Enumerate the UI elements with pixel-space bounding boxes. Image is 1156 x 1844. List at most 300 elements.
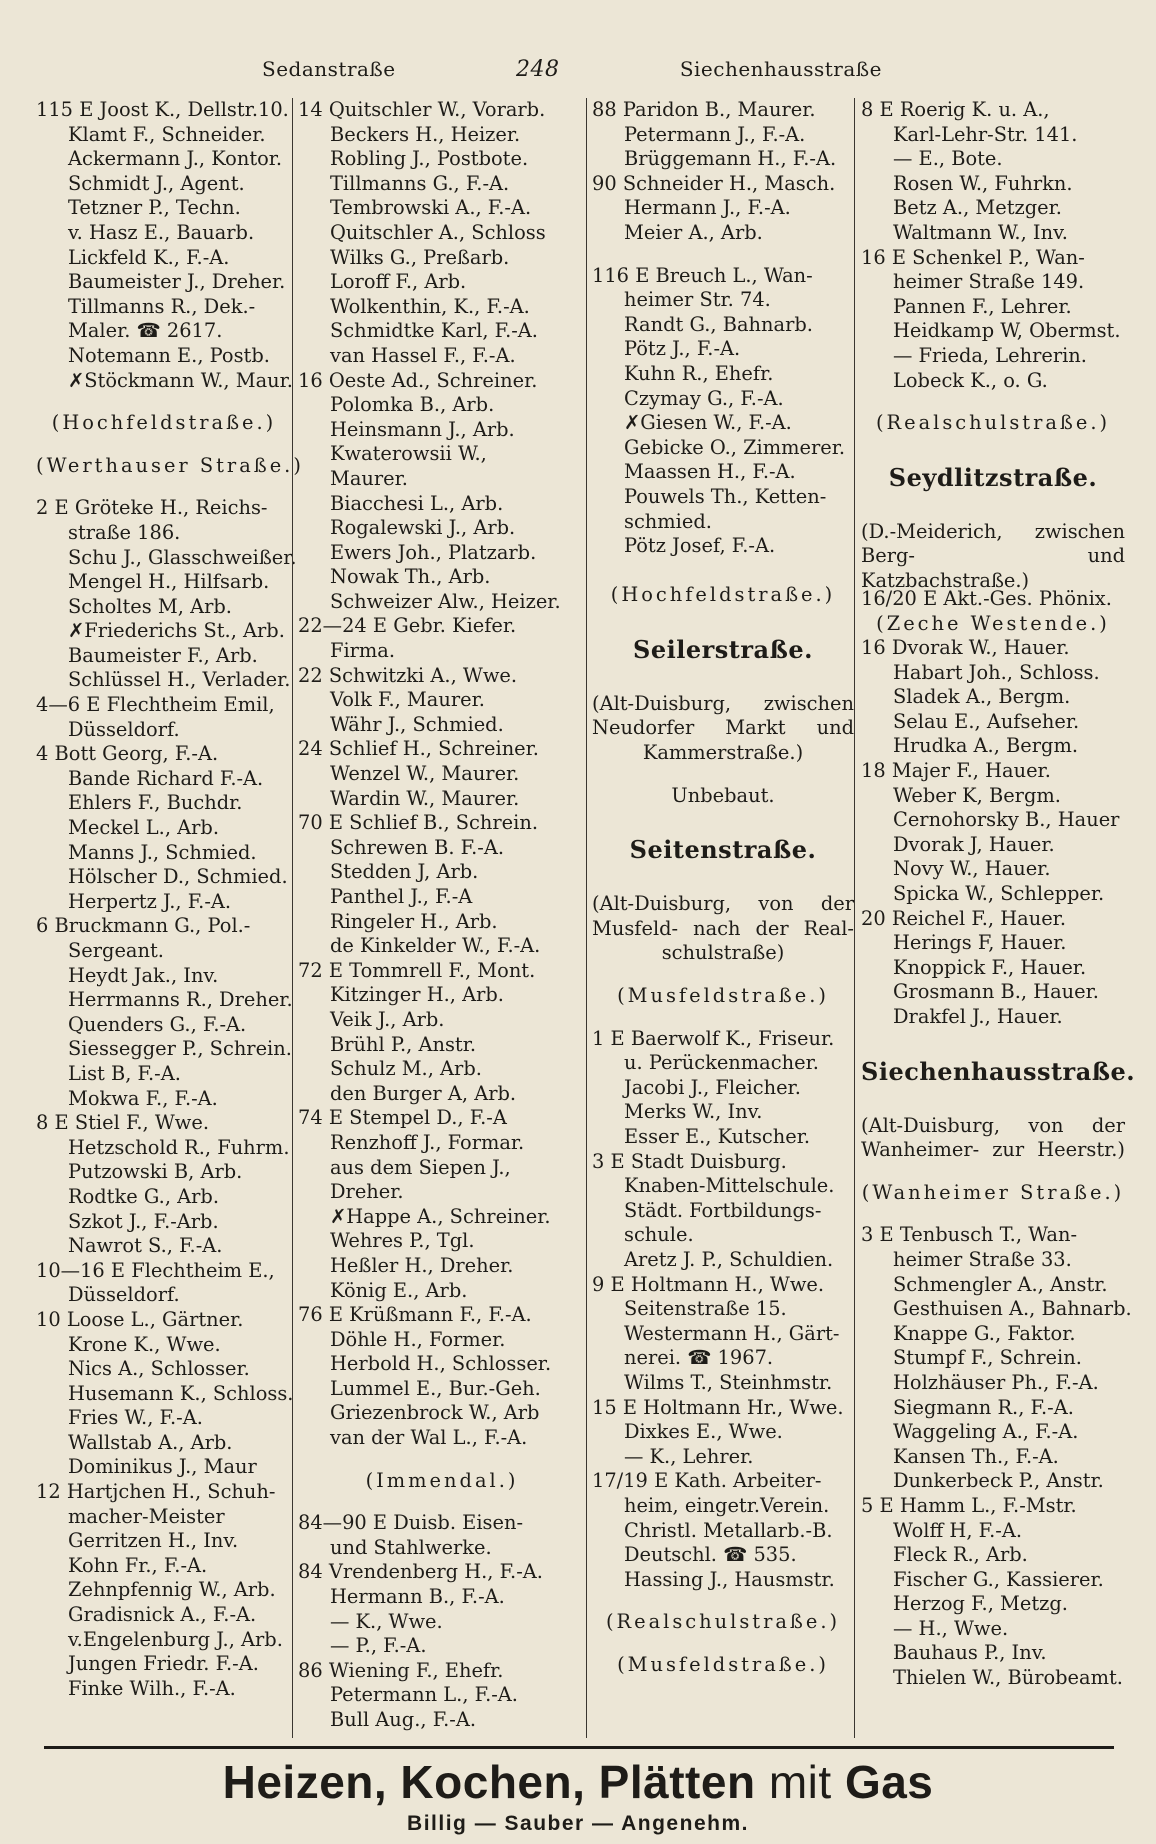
footer-rule [44, 1746, 1114, 1749]
directory-entry: Jacobi J., Fleicher. [624, 1075, 801, 1099]
directory-entry: Loroff F., Arb. [330, 270, 467, 294]
directory-entry: Selau E., Aufseher. [893, 709, 1080, 733]
directory-entry: Gesthuisen A., Bahnarb. [893, 1297, 1132, 1321]
directory-entry: Heinsmann J., Arb. [330, 417, 515, 441]
directory-entry: Jungen Friedr. F.-A. [68, 1652, 259, 1676]
directory-entry: Holzhäuser Ph., F.-A. [893, 1370, 1099, 1394]
house-number: 8 [861, 98, 874, 121]
directory-entry: Pannen F., Lehrer. [893, 294, 1072, 318]
directory-entry: Rosen W., Fuhrkn. [893, 171, 1073, 195]
resident-text: E Duisb. Eisen- [372, 1511, 523, 1535]
street-description: (Alt-Duisburg, zwischen [592, 691, 854, 715]
directory-entry: Düsseldorf. [68, 717, 180, 741]
directory-entry: Nowak Th., Arb. [330, 565, 491, 589]
street-description: Wanheimer- zur Heerstr.) [861, 1138, 1125, 1162]
directory-entry: Fischer G., Kassierer. [893, 1567, 1104, 1591]
directory-entry: Rogalewski J., Arb. [330, 516, 516, 540]
directory-entry: List B, F.-A. [68, 1061, 181, 1085]
directory-entry: Mengel H., Hilfsarb. [68, 570, 270, 594]
resident-text: E Stempel D., F.-A [328, 1106, 507, 1130]
directory-entry [36, 1308, 292, 1333]
directory-entry: Quenders G., F.-A. [68, 1012, 247, 1036]
directory-entry: Lummel E., Bur.-Geh. [330, 1376, 541, 1400]
directory-entry: Westermann H., Gärt- [624, 1321, 840, 1345]
street-description: (Alt-Duisburg, von der [592, 892, 854, 916]
directory-entry: Merks W., Inv. [624, 1100, 763, 1124]
directory-entry: — K., Lehrer. [624, 1444, 754, 1468]
directory-entry [592, 98, 854, 123]
directory-entry: Wilks G., Preßarb. [330, 245, 510, 269]
directory-entry [36, 98, 292, 123]
house-number: 8 [36, 1111, 49, 1135]
house-number: 24 [298, 737, 323, 761]
directory-entry: Sladek A., Bergm. [893, 685, 1071, 709]
directory-entry: Polomka B., Arb. [330, 393, 495, 417]
directory-entry: Heidkamp W, Obermst. [893, 319, 1121, 343]
cross-reference: (Immendal.) [365, 1468, 519, 1492]
spacer [861, 436, 1125, 454]
advert-part1: Heizen, Kochen, Plätten [222, 1756, 756, 1808]
directory-entry: Brüggemann H., F.-A. [624, 147, 837, 171]
directory-entry [298, 614, 586, 639]
directory-entry: schule. [624, 1223, 694, 1247]
spacer [592, 246, 854, 264]
directory-entry: Baumeister F., Arb. [68, 643, 258, 667]
directory-entry: — E., Bote. [893, 147, 1003, 171]
street-heading: Siechenhausstraße. [861, 1056, 1136, 1086]
street-description: schulstraße) [661, 941, 785, 965]
column-4 [854, 98, 1136, 1738]
cross-reference: (Hochfeldstraße.) [51, 411, 277, 435]
resident-text: E Stiel F., Wwe. [54, 1111, 210, 1135]
directory-entry: v. Hasz E., Bauarb. [68, 220, 255, 244]
directory-entry: Knoppick F., Hauer. [893, 955, 1087, 979]
resident-text: E Holtmann H., Wwe. [610, 1272, 825, 1296]
directory-entry: Ackermann J., Kontor. [68, 147, 283, 171]
spacer [592, 808, 854, 826]
directory-entry: Siegmann R., F.-A. [893, 1395, 1074, 1419]
spacer [861, 393, 1125, 411]
directory-entry: Dvorak J, Hauer. [893, 832, 1055, 856]
directory-entry: schmied. [624, 509, 712, 533]
spacer [861, 1030, 1125, 1048]
resident-text: E Kath. Arbeiter- [654, 1469, 822, 1493]
directory-entry: Gebicke O., Zimmerer. [624, 435, 846, 459]
page-header [262, 52, 882, 86]
directory-entry: Spicka W., Schlepper. [893, 882, 1105, 906]
column-2 [292, 98, 586, 1738]
directory-entry: Ewers Joh., Platzarb. [330, 540, 537, 564]
spacer [36, 436, 292, 454]
resident-text: Oeste Ad., Schreiner. [328, 368, 538, 392]
resident-text: Wiening F., Ehefr. [328, 1658, 504, 1682]
spacer [298, 1493, 586, 1511]
directory-entry: — H., Wwe. [893, 1616, 1009, 1640]
directory-entry [592, 559, 854, 584]
directory-entry [298, 664, 586, 689]
house-number: 16/20 [861, 586, 917, 610]
street-description: (D.-Meiderich, zwischen [861, 519, 1125, 543]
directory-entry: Waggeling A., F.-A. [893, 1420, 1079, 1444]
house-number: 2 [36, 496, 49, 520]
resident-text: Vrendenberg H., F.-A. [328, 1560, 543, 1584]
spacer [36, 393, 292, 411]
directory-entry: Hermann B., F.-A. [330, 1585, 505, 1609]
directory-entry: Währ J., Schmied. [330, 712, 504, 736]
resident-text: E Breuch L., Wan- [635, 263, 813, 287]
resident-text: E Stadt Duisburg. [610, 1149, 787, 1173]
column-1 [36, 98, 304, 1738]
spacer [298, 1451, 586, 1469]
street-description: (Alt-Duisburg, von der [861, 1113, 1125, 1137]
directory-entry: Wenzel W., Maurer. [330, 762, 520, 786]
cross-reference: (Zeche Westende.) [876, 611, 1110, 635]
directory-entry: Siessegger P., Schrein. [68, 1037, 292, 1061]
spacer [592, 608, 854, 626]
house-number: 4 [36, 742, 49, 766]
house-number: 116 [592, 263, 630, 287]
directory-entry: Maassen H., F.-A. [624, 460, 796, 484]
directory-entry: ✗Stöckmann W., Maur. [68, 368, 293, 392]
directory-entry [298, 1106, 586, 1131]
directory-entry: Pötz J., F.-A. [624, 337, 741, 361]
spacer [861, 502, 1125, 520]
directory-entry: Döhle H., Former. [330, 1327, 506, 1351]
resident-text: E Krüßmann F., F.-A. [328, 1303, 532, 1327]
directory-entry [298, 1511, 586, 1536]
house-number: 6 [36, 914, 49, 938]
directory-entry: Fleck R., Arb. [893, 1543, 1028, 1567]
resident-text: E Holtmann Hr., Wwe. [622, 1395, 844, 1419]
advert-headline [0, 1754, 1156, 1810]
resident-text: Loose L., Gärtner. [66, 1307, 244, 1331]
directory-entry: Bauhaus P., Inv. [893, 1641, 1047, 1665]
directory-entry: Schweizer Alw., Heizer. [330, 589, 561, 613]
column-3 [586, 98, 854, 1738]
directory-entry: heimer Straße 33. [893, 1247, 1072, 1271]
directory-entry [298, 1659, 586, 1684]
directory-entry: Meckel L., Arb. [68, 816, 219, 840]
resident-text: E Joost K., Dellstr.10. [79, 98, 289, 121]
resident-text: E Gröteke H., Reichs- [54, 496, 268, 520]
directory-entry [298, 737, 586, 762]
directory-entry: Schlüssel H., Verlader. [68, 668, 291, 692]
cross-reference: (Werthauser Straße.) [36, 453, 304, 477]
directory-entry: Fries W., F.-A. [68, 1406, 203, 1430]
directory-entry [861, 636, 1125, 661]
directory-entry: Bull Aug., F.-A. [330, 1708, 477, 1731]
directory-entry: Kuhn R., Ehefr. [624, 361, 774, 385]
directory-entry [36, 1480, 292, 1505]
directory-entry [298, 1303, 586, 1328]
resident-text: Bott Georg, F.-A. [54, 742, 219, 766]
directory-entry: Volk F., Maurer. [330, 688, 485, 712]
directory-entry [592, 264, 854, 289]
directory-entry: Thielen W., Bürobeamt. [893, 1666, 1123, 1690]
house-number: 70 [298, 811, 323, 835]
directory-entry [298, 811, 586, 836]
directory-entry [592, 1469, 854, 1494]
resident-text: Majer F., Hauer. [891, 759, 1051, 783]
house-number: 16 [861, 245, 886, 269]
directory-entry [36, 1111, 292, 1136]
directory-columns [36, 98, 1136, 1738]
directory-entry: Tetzner P., Techn. [68, 196, 241, 220]
resident-text: Schlief H., Schreiner. [328, 737, 539, 761]
directory-entry: und Stahlwerke. [330, 1535, 492, 1559]
directory-entry [36, 1259, 292, 1284]
directory-entry: Klamt F., Schneider. [68, 122, 266, 146]
house-number: 84—90 [298, 1511, 367, 1535]
directory-entry: Brühl P., Anstr. [330, 1032, 477, 1056]
directory-entry: Kwaterowsii W., [330, 442, 487, 466]
house-number: 76 [298, 1303, 323, 1327]
cross-reference: (Wanheimer Straße.) [861, 1180, 1125, 1204]
directory-entry: Meier A., Arb. [624, 220, 763, 244]
directory-entry: Wallstab A., Arb. [68, 1430, 233, 1454]
house-number: 20 [861, 906, 886, 930]
directory-entry: Firma. [330, 639, 396, 663]
directory-entry: Herbold H., Schlosser. [330, 1352, 552, 1376]
directory-entry: Maler. ☎ 2617. [68, 319, 223, 343]
spacer [592, 766, 854, 784]
directory-entry: Knappe G., Faktor. [893, 1321, 1076, 1345]
spacer [592, 1009, 854, 1027]
directory-entry: Pötz Josef, F.-A. [624, 534, 776, 558]
spacer [861, 1096, 1125, 1114]
directory-entry: Hrudka A., Bergm. [893, 734, 1079, 758]
house-number: 115 [36, 98, 74, 121]
resident-text: E Tenbusch T., Wan- [879, 1223, 1078, 1247]
directory-entry [298, 98, 586, 123]
directory-entry: Wehres P., Tgl. [330, 1229, 475, 1253]
gas-advertisement [0, 1754, 1156, 1838]
directory-entry: Heßler H., Dreher. [330, 1253, 514, 1277]
house-number: 18 [861, 759, 886, 783]
directory-entry: Notemann E., Postb. [68, 343, 270, 367]
directory-entry: — P., F.-A. [330, 1634, 427, 1658]
header-left-street: Sedanstraße [262, 57, 396, 81]
directory-entry: Dunkerbeck P., Anstr. [893, 1469, 1104, 1493]
directory-entry: König E., Arb. [330, 1278, 468, 1302]
directory-entry: Heydt Jak., Inv. [68, 963, 219, 987]
directory-entry: Veik J., Arb. [330, 1007, 445, 1031]
street-heading: Seitenstraße. [629, 835, 817, 865]
directory-entry: Hetzschold R., Fuhrm. [68, 1135, 290, 1159]
directory-entry [592, 1396, 854, 1421]
street-description: Berg- und Katzbachstraße.) [861, 544, 1125, 592]
directory-entry: Husemann K., Schloss. [68, 1381, 294, 1405]
directory-entry: Finke Wilh., F.-A. [68, 1676, 236, 1700]
directory-entry: Grosmann B., Hauer. [893, 980, 1099, 1004]
directory-entry: straße 186. [68, 520, 181, 544]
directory-entry: Krone K., Wwe. [68, 1332, 221, 1356]
spacer [861, 1163, 1125, 1181]
house-number: 74 [298, 1106, 323, 1130]
directory-entry: Wilms T., Steinhmstr. [624, 1370, 833, 1394]
spacer [36, 478, 292, 496]
directory-entry: Christl. Metallarb.-B. [624, 1518, 833, 1542]
directory-entry: Maurer. [330, 466, 408, 490]
directory-entry: Novy W., Hauer. [893, 857, 1051, 881]
resident-text: E Akt.-Ges. Phönix. [923, 586, 1112, 610]
house-number: 3 [861, 1223, 874, 1247]
house-number: 10 [36, 1307, 61, 1331]
spacer [592, 1592, 854, 1610]
resident-text: Schneider H., Masch. [622, 171, 836, 195]
directory-entry: u. Perückenmacher. [624, 1051, 819, 1075]
advert-gas: Gas [844, 1756, 934, 1808]
header-right-street: Siechenhausstraße [679, 57, 882, 81]
directory-entry: Scholtes M, Arb. [68, 594, 232, 618]
directory-entry [861, 1223, 1125, 1248]
directory-entry: Renzhoff J., Formar. [330, 1130, 525, 1154]
directory-entry: Dreher. [330, 1180, 404, 1204]
directory-entry: Karl-Lehr-Str. 141. [893, 122, 1078, 146]
cross-reference: (Realschulstraße.) [875, 411, 1111, 435]
house-number: 15 [592, 1395, 617, 1419]
resident-text: Quitschler W., Vorarb. [328, 98, 546, 121]
directory-entry: Esser E., Kutscher. [624, 1125, 811, 1148]
directory-entry: Mokwa F., F.-A. [68, 1086, 218, 1110]
house-number: 84 [298, 1560, 323, 1584]
directory-entry [36, 914, 292, 939]
resident-text: Reichel F., Hauer. [891, 906, 1066, 930]
resident-text: Hartjchen H., Schuh- [66, 1480, 276, 1504]
directory-entry: Biacchesi L., Arb. [330, 491, 504, 515]
resident-text: Dvorak W., Hauer. [891, 636, 1070, 660]
directory-entry: Tillmanns G., F.-A. [330, 171, 510, 195]
cross-reference: (Realschulstraße.) [605, 1610, 841, 1634]
directory-entry: Cernohorsky B., Hauer [893, 808, 1120, 832]
directory-entry: Habart Joh., Schloss. [893, 660, 1100, 684]
directory-entry: Panthel J., F.-A [330, 885, 473, 908]
spacer [592, 874, 854, 892]
resident-text: Paridon B., Maurer. [622, 98, 816, 121]
directory-entry: Drakfel J., Hauer. [893, 1005, 1063, 1028]
street-description: Unbebaut. [671, 783, 775, 807]
directory-entry: van Hassel F., F.-A. [330, 343, 516, 367]
directory-entry [861, 907, 1125, 932]
directory-entry: Stedden J, Arb. [330, 860, 479, 884]
cross-reference: (Hochfeldstraße.) [610, 583, 836, 607]
directory-entry: Nawrot S., F.-A. [68, 1234, 223, 1258]
house-number: 14 [298, 98, 323, 121]
street-heading: Seilerstraße. [633, 634, 813, 664]
directory-entry: Zehnpfennig W., Arb. [68, 1578, 276, 1602]
directory-entry [36, 742, 292, 767]
directory-entry: Kitzinger H., Arb. [330, 983, 504, 1007]
directory-entry [592, 1150, 854, 1175]
directory-entry [298, 959, 586, 984]
spacer [861, 1205, 1125, 1223]
directory-entry: v.Engelenburg J., Arb. [68, 1627, 283, 1651]
directory-entry: Betz A., Metzger. [893, 196, 1062, 220]
page-number: 248 [515, 56, 560, 82]
directory-entry: Pouwels Th., Ketten- [624, 484, 827, 508]
directory-entry: Wolkenthin, K., F.-A. [330, 294, 530, 318]
directory-entry: — K., Wwe. [330, 1609, 443, 1633]
directory-entry: Robling J., Postbote. [330, 147, 529, 171]
directory-entry: Quitschler A., Schloss [330, 220, 546, 244]
directory-entry: Putzowski B, Arb. [68, 1160, 243, 1184]
directory-entry: Dominikus J., Maur [68, 1455, 257, 1479]
directory-entry: Gerritzen H., Inv. [68, 1529, 239, 1553]
directory-entry: Schrewen B. F.-A. [330, 835, 504, 859]
directory-entry: Schu J., Glasschweißer. [68, 545, 297, 569]
house-number: 1 [592, 1026, 605, 1050]
directory-entry [298, 369, 586, 394]
directory-entry: Deutschl. ☎ 535. [624, 1543, 797, 1567]
directory-entry: Bande Richard F.-A. [68, 766, 264, 790]
directory-entry: Wardin W., Maurer. [330, 786, 520, 810]
advert-tagline: Billig — Sauber — Angenehm. [407, 1812, 749, 1835]
directory-entry: Petermann J., F.-A. [624, 122, 806, 146]
resident-text: E Baerwolf K., Friseur. [610, 1026, 835, 1050]
directory-entry: Ehlers F., Buchdr. [68, 791, 243, 815]
directory-entry: Seitenstraße 15. [624, 1297, 787, 1321]
directory-entry: ✗Giesen W., F.-A. [624, 411, 792, 435]
directory-entry: heimer Straße 149. [893, 270, 1085, 294]
directory-entry: ✗Friederichs St., Arb. [68, 619, 285, 643]
resident-text: E Flechtheim E., [110, 1258, 275, 1282]
street-heading: Seydlitzstraße. [888, 462, 1098, 492]
house-number: 4—6 [36, 693, 81, 717]
directory-entry: Manns J., Schmied. [68, 840, 257, 864]
directory-entry: Düsseldorf. [68, 1283, 180, 1307]
directory-entry: — Frieda, Lehrerin. [893, 343, 1087, 367]
directory-entry: Czymay G., F.-A. [624, 386, 784, 410]
directory-entry: van der Wal L., F.-A. [330, 1426, 528, 1450]
house-number: 16 [861, 636, 886, 660]
directory-entry: Weber K, Bergm. [893, 783, 1061, 807]
spacer [592, 674, 854, 692]
house-number: 90 [592, 171, 617, 195]
directory-entry [592, 1273, 854, 1298]
directory-entry: Beckers H., Heizer. [330, 122, 521, 146]
directory-entry [861, 98, 1125, 123]
spacer [592, 1635, 854, 1653]
directory-entry [36, 496, 292, 521]
advert-mit: mit [768, 1756, 832, 1808]
directory-entry: heim, eingetr.Verein. [624, 1493, 830, 1517]
resident-text: E Schenkel P., Wan- [891, 245, 1085, 269]
directory-entry: Herings F, Hauer. [893, 931, 1067, 955]
resident-text: E Hamm L., F.-Mstr. [879, 1493, 1077, 1517]
house-number: 9 [592, 1272, 605, 1296]
street-description: Kammerstraße.) [642, 741, 804, 765]
resident-text: E Gebr. Kiefer. [372, 614, 517, 638]
directory-entry [36, 693, 292, 718]
cross-reference: (Musfeldstraße.) [617, 1652, 829, 1676]
house-number: 88 [592, 98, 617, 121]
directory-entry: Szkot J., F.-Arb. [68, 1209, 219, 1233]
resident-text: Schwitzki A., Wwe. [328, 663, 518, 687]
directory-entry: Rodtke G., Arb. [68, 1184, 220, 1208]
directory-entry: Hölscher D., Schmied. [68, 865, 288, 889]
house-number: 5 [861, 1493, 874, 1517]
directory-entry: Kohn Fr., F.-A. [68, 1553, 208, 1577]
house-number: 22 [298, 663, 323, 687]
directory-entry [861, 246, 1125, 271]
resident-text: E Roerig K. u. A., [879, 98, 1050, 121]
resident-text: E Schlief B., Schrein. [328, 811, 538, 835]
house-number: 72 [298, 958, 323, 982]
directory-entry: Petermann L., F.-A. [330, 1683, 518, 1707]
directory-entry: macher-Meister [68, 1504, 225, 1528]
directory-entry [861, 759, 1125, 784]
directory-entry: Kansen Th., F.-A. [893, 1444, 1059, 1468]
